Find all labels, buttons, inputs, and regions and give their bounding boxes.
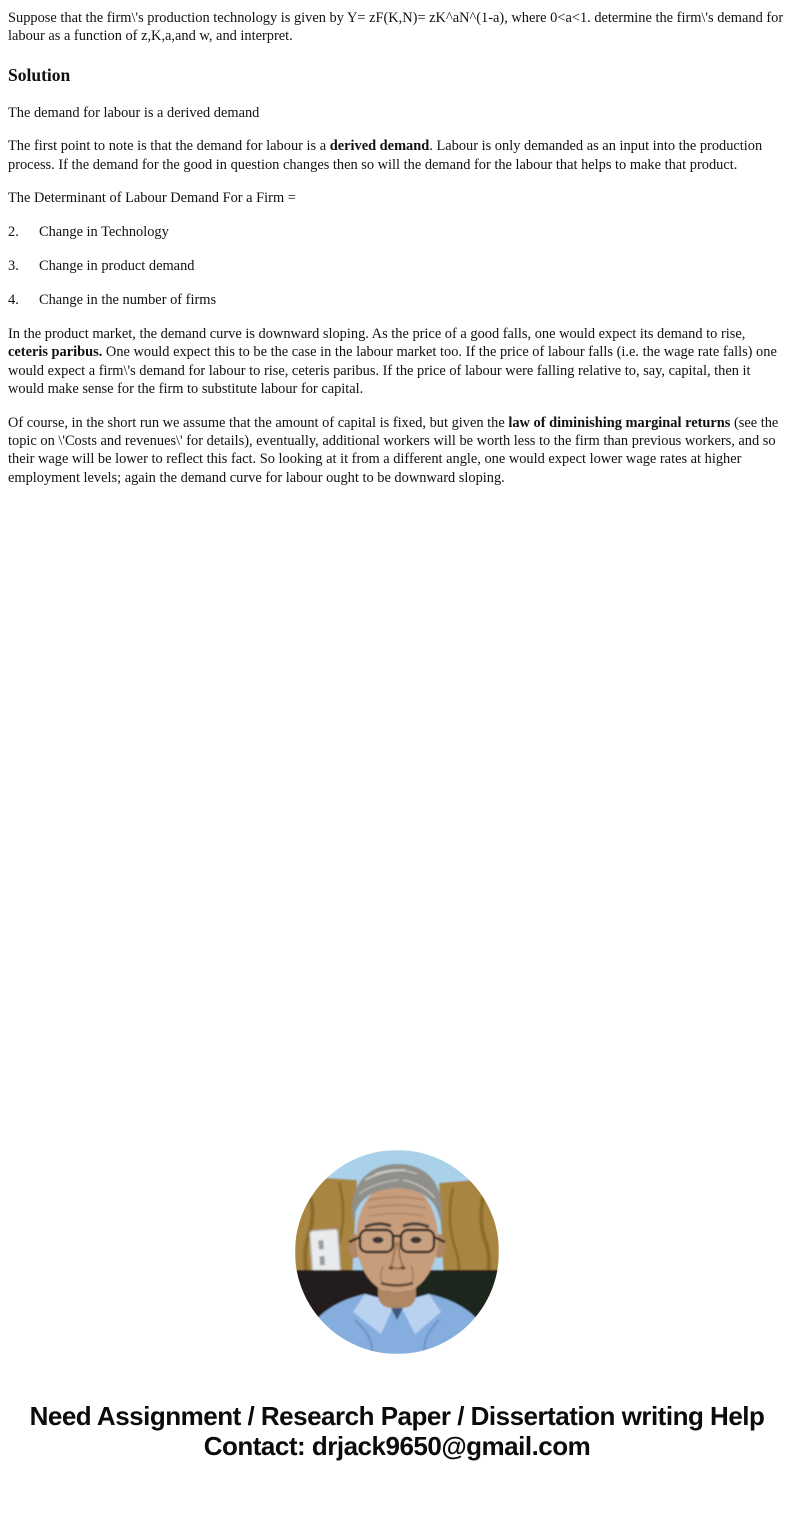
list-item [8, 223, 787, 241]
product-market-paragraph: In the product market, the demand curve is downward sloping. As the price of a good falls, one would expect its demand to rise, ceteris paribus. One would expect this to be the case in the labour market too. If the price of labour falls (i.e. the wage rate falls) one would expect a firm\'s demand for labour to rise, ceteris paribus. If the price of labour were falling relative to, say, capital, then it would make sense for the firm to substitute labour for capital. [8, 326, 777, 398]
list-item-number: 3. [8, 258, 19, 275]
list-item-label: Change in product demand [39, 258, 195, 275]
list-item-number: 2. [8, 224, 19, 241]
instructor-photo [295, 1150, 499, 1354]
photo-switch-plate [310, 1229, 341, 1275]
derived-demand-paragraph: The first point to note is that the demand for labour is a derived demand. Labour is only demanded as an input into the production process. If the demand for the good in question changes then so will the demand for the labour that helps to make that product. [8, 138, 763, 173]
footer-contact-text: Contact: drjack9650@gmail.com [203, 1431, 591, 1461]
intro-paragraph: The demand for labour is a derived demand [8, 104, 260, 121]
determinants-heading: The Determinant of Labour Demand For a Firm = [8, 190, 296, 207]
question-paragraph: Suppose that the firm\'s production technology is given by Y= zF(K,N)= zK^aN^(1-a), where 0<a<1. determine the firm\'s demand for labour as a function of z,K,a,and w, and interpret. [8, 10, 784, 45]
instructor-photo-illustration [295, 1150, 499, 1354]
footer-promo [0, 1401, 794, 1461]
list-item-label: Change in the number of firms [39, 292, 217, 309]
list-item [8, 257, 787, 275]
solution-heading: Solution [8, 64, 71, 85]
list-item-number: 4. [8, 292, 19, 309]
footer-help-text: Need Assignment / Research Paper / Dissertation writing Help [29, 1401, 765, 1431]
document-body [0, 0, 794, 487]
list-item-label: Change in Technology [39, 224, 169, 241]
short-run-paragraph: Of course, in the short run we assume that the amount of capital is fixed, but given the law of diminishing marginal returns (see the topic on \'Costs and revenues\' for details), eventually, additional workers will be worth less to the firm than previous workers, and so their wage will be lower to reflect this fact. So looking at it from a different angle, one would expect lower wage rates at higher employment levels; again the demand curve for labour ought to be downward sloping. [8, 414, 779, 486]
list-item [8, 291, 787, 309]
